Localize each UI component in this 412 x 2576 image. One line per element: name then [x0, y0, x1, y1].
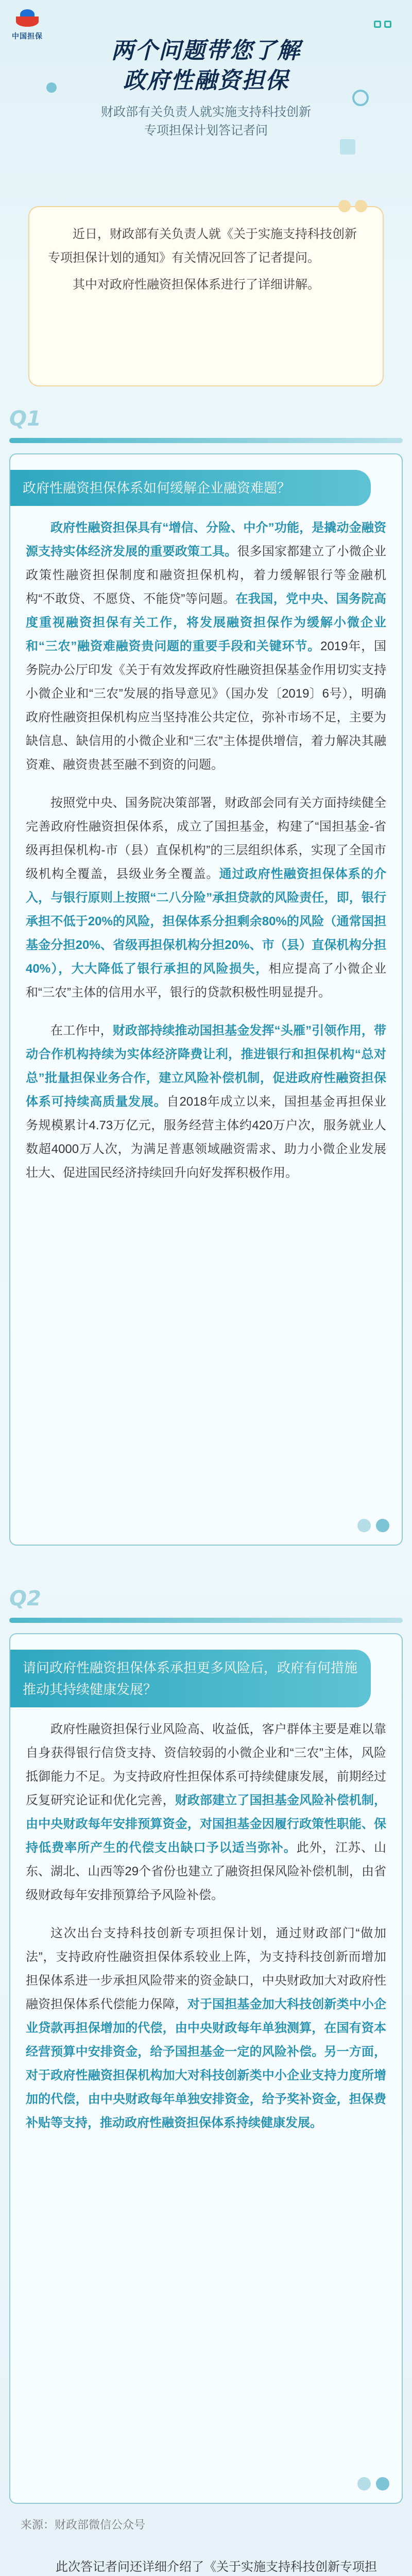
q1-divider — [9, 438, 403, 443]
subtitle — [0, 103, 412, 140]
intro-paragraph-1: 近日，财政部有关负责人就《关于实施支持科技创新专项担保计划的通知》有关情况回答了记者提问。 — [48, 227, 357, 265]
page-title — [0, 36, 412, 96]
q1-number: Q1 — [9, 407, 41, 431]
q1-p3-s3: 自2018年成立以来，国担基金再担保业务规模累计4.73万亿元，服务经营主体约420万户次，服务就业人数超4000万人次，为满足普惠领域融资需求、助力小微企业发展壮大、促进国民经济持续回升向好发挥积极作用。 — [26, 1095, 387, 1180]
q1-p1-s1: 政府性融资担保具有“增信、分险、中介”功能， — [50, 521, 312, 535]
q1-p1-s4: 在我国，党中央、国务院高度重视融资担保有关工作，将发展融资担保作为缓解小微企业和“三农”融资难融资贵问题的重要手段和关键环节。 — [26, 592, 387, 653]
subtitle-line-2: 专项担保计划答记者问 — [144, 124, 268, 138]
q1-section — [9, 453, 403, 1546]
logo-text: 中国担保 — [12, 32, 43, 40]
q1-p2-s3: 相应提高了小微企业和“三农”主体的信用水平，银行的贷款积极性明显提升。 — [26, 962, 386, 999]
q1-paragraph-1 — [26, 516, 386, 777]
q1-p1-s3: 很多国家都建立了小微企业政策性融资担保制度和融资担保机构，着力缓解银行等金融机构“不敢贷、不愿贷、不能贷”等问题。 — [26, 545, 387, 606]
logo-mark-icon — [16, 9, 39, 29]
title-line-1: 两个问题带您了解 — [111, 38, 301, 64]
q1-p3-s2: 财政部持续推动国担基金发挥“头雁”引领作用，带动合作机构持续为实体经济降费让利，推进银行和担保机构“总对总”批量担保业务合作，建立风险补偿机制，促进政府性融资担保体系可持续高质量发展。 — [26, 1024, 387, 1109]
q1-p3-s1: 在工作中， — [50, 1024, 113, 1038]
q1-p2-s1: 按照党中央、国务院决策部署，财政部会同有关方面持续健全完善政府性融资担保体系，成立了国担基金，构建了“国担基金-省级再担保机构-市（县）直保机构”的三层组织体系，实现了全国市级机构全覆盖，县级业务全覆盖。 — [26, 796, 386, 881]
outro-paragraph: 此次答记者问还详细介绍了《关于实施支持科技创新专项担 — [56, 2560, 377, 2574]
q2-number: Q2 — [9, 1587, 41, 1611]
q2-divider — [9, 1618, 403, 1623]
q2-p1-s2: 财政部建立了国担基金风险补偿机制，由中央财政每年安排预算资金，对国担基金因履行政策性职能、保持低费率所产生的代偿支出缺口予以适当弥补。 — [26, 1793, 387, 1855]
q2-p2-s2: 对于国担基金加大科技创新类中小企业贷款再担保增加的代偿，由中央财政每年单独测算，在国有资本经营预算中安排资金，给予国担基金一定的风险补偿。 — [26, 1997, 387, 2059]
q2-section — [9, 1633, 403, 2504]
title-line-2: 政府性融资担保 — [123, 67, 289, 94]
q2-p2-s3: 另一方面，对于政府性融资担保机构加大对科技创新类中小企业支持力度所增加的代偿，由中央财政每年单独安排资金，给予奖补资金，担保费补贴等支持，推动政府性融资担保体系持续健康发展。 — [26, 2045, 387, 2130]
decorative-squares-icon — [371, 21, 391, 30]
outro-text — [31, 2555, 381, 2576]
q1-p1-s2: 是撬动金融资源支持实体经济发展的重要政策工具。 — [26, 521, 387, 558]
q2-heading: 请问政府性融资担保体系承担更多风险后，政府有何措施推动其持续健康发展？ — [10, 1650, 371, 1707]
decorative-dot-icon — [357, 2477, 371, 2490]
q2-p1-s3: 此外，江苏、山东、湖北、山西等29个省份也建立了融资担保风险补偿机制，由省级财政每年安排预算给予风险补偿。 — [26, 1841, 387, 1902]
q2-p2-s1: 这次出台支持科技创新专项担保计划，通过财政部门“做加法”，支持政府性融资担保体系较业上阵，为支持科技创新而增加担保体系进一步承担风险带来的资金缺口，中央财政加大对政府性融资担保体系代偿能力保障， — [26, 1926, 386, 2011]
intro-paragraph-2: 其中对政府性融资担保体系进行了详细讲解。 — [73, 278, 320, 292]
q1-p1-s5: 2019年，国务院办公厅印发《关于有效发挥政府性融资担保基金作用切实支持小微企业和“三农”发展的指导意见》（国办发〔2019〕6号），明确政府性融资担保机构应当坚持准公共定位，弥补市场不足，主要为缺信息、缺信用的小微企业和“三农”主体提供增信，着力解决其融资难、融资贵甚至融不到资的问题。 — [26, 639, 387, 772]
q1-heading: 政府性融资担保体系如何缓解企业融资难题？ — [10, 470, 371, 506]
q1-paragraph-2 — [26, 791, 386, 1005]
decorative-dot-icon — [357, 1519, 371, 1532]
intro-card — [28, 206, 384, 386]
q1-paragraph-3 — [26, 1019, 386, 1185]
intro-dots-icon — [334, 200, 367, 215]
q2-paragraph-2 — [26, 1922, 386, 2135]
q2-paragraph-1 — [26, 1718, 386, 1907]
decorative-dot-icon — [376, 1519, 389, 1532]
decorative-dot-icon — [376, 2477, 389, 2490]
source-note: 来源：财政部微信公众号 — [21, 2518, 146, 2531]
q2-p1-s1: 政府性融资担保行业风险高、收益低，客户群体主要是难以靠自身获得银行信贷支持、资信较弱的小微企业和“三农”主体，风险抵御能力不足。为支持政府性担保体系可持续健康发展，前期经过反复研究论证和优化完善， — [26, 1722, 386, 1807]
q1-p2-s2: 通过政府性融资担保体系的介入，与银行原则上按照“二八分险”承担贷款的风险责任，即，银行承担不低于20%的风险，担保体系分担剩余80%的风险（通常国担基金分担20%、省级再担保机构分担20%、市（县）直保机构分担40%），大大降低了银行承担的风险损失， — [26, 867, 387, 976]
subtitle-line-1: 财政部有关负责人就实施支持科技创新 — [101, 105, 311, 119]
